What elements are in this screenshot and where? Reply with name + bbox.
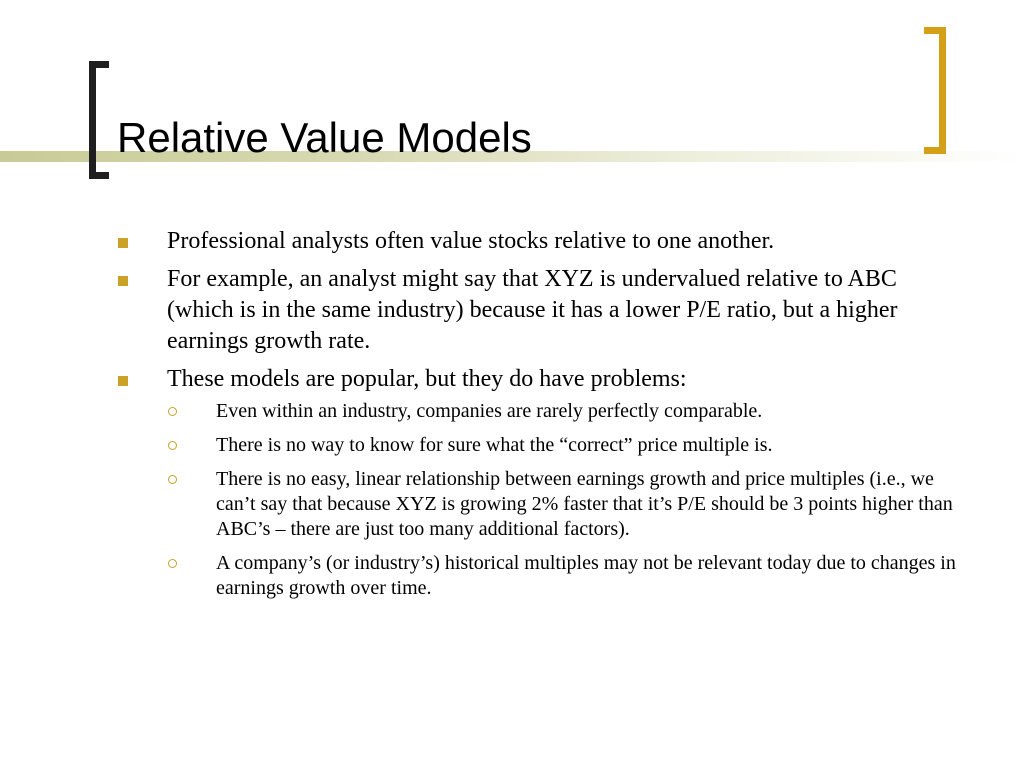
sub-bullet-text: There is no easy, linear relationship between earnings growth and price multiples (i.e., we can’t say that because XYZ is growing 2% faster that it’s P/E should be 3 points higher than ABC’s – there are just too many additional factors). [216, 468, 953, 540]
hollow-circle-bullet-icon [168, 559, 177, 568]
bullet-text: These models are popular, but they do have problems: [167, 366, 687, 392]
slide-body [117, 226, 967, 610]
hollow-circle-bullet-icon [168, 407, 177, 416]
sub-bullet-text: A company’s (or industry’s) historical multiples may not be relevant today due to changes in earnings growth over time. [216, 552, 956, 599]
sub-bullet-list [167, 399, 967, 601]
bullet-item [117, 364, 967, 601]
bullet-text: Professional analysts often value stocks relative to one another. [167, 228, 775, 254]
sub-bullet-item [117, 433, 967, 458]
left-bracket-decoration [89, 61, 109, 179]
bullet-list [117, 226, 967, 601]
hollow-circle-bullet-icon [168, 441, 177, 450]
right-bracket-decoration [924, 27, 946, 154]
sub-bullet-item [117, 467, 967, 542]
square-bullet-icon [118, 276, 128, 286]
bullet-item [117, 226, 967, 257]
square-bullet-icon [118, 376, 128, 386]
sub-bullet-item [117, 399, 967, 424]
bullet-text: For example, an analyst might say that XYZ is undervalued relative to ABC (which is in the same industry) because it has a lower P/E ratio, but a higher earnings growth rate. [167, 266, 898, 354]
slide-title: Relative Value Models [117, 114, 532, 161]
hollow-circle-bullet-icon [168, 475, 177, 484]
sub-bullet-text: Even within an industry, companies are rarely perfectly comparable. [216, 400, 763, 422]
bullet-item [117, 264, 967, 357]
sub-bullet-item [117, 551, 967, 601]
square-bullet-icon [118, 238, 128, 248]
sub-bullet-text: There is no way to know for sure what the “correct” price multiple is. [216, 434, 773, 456]
